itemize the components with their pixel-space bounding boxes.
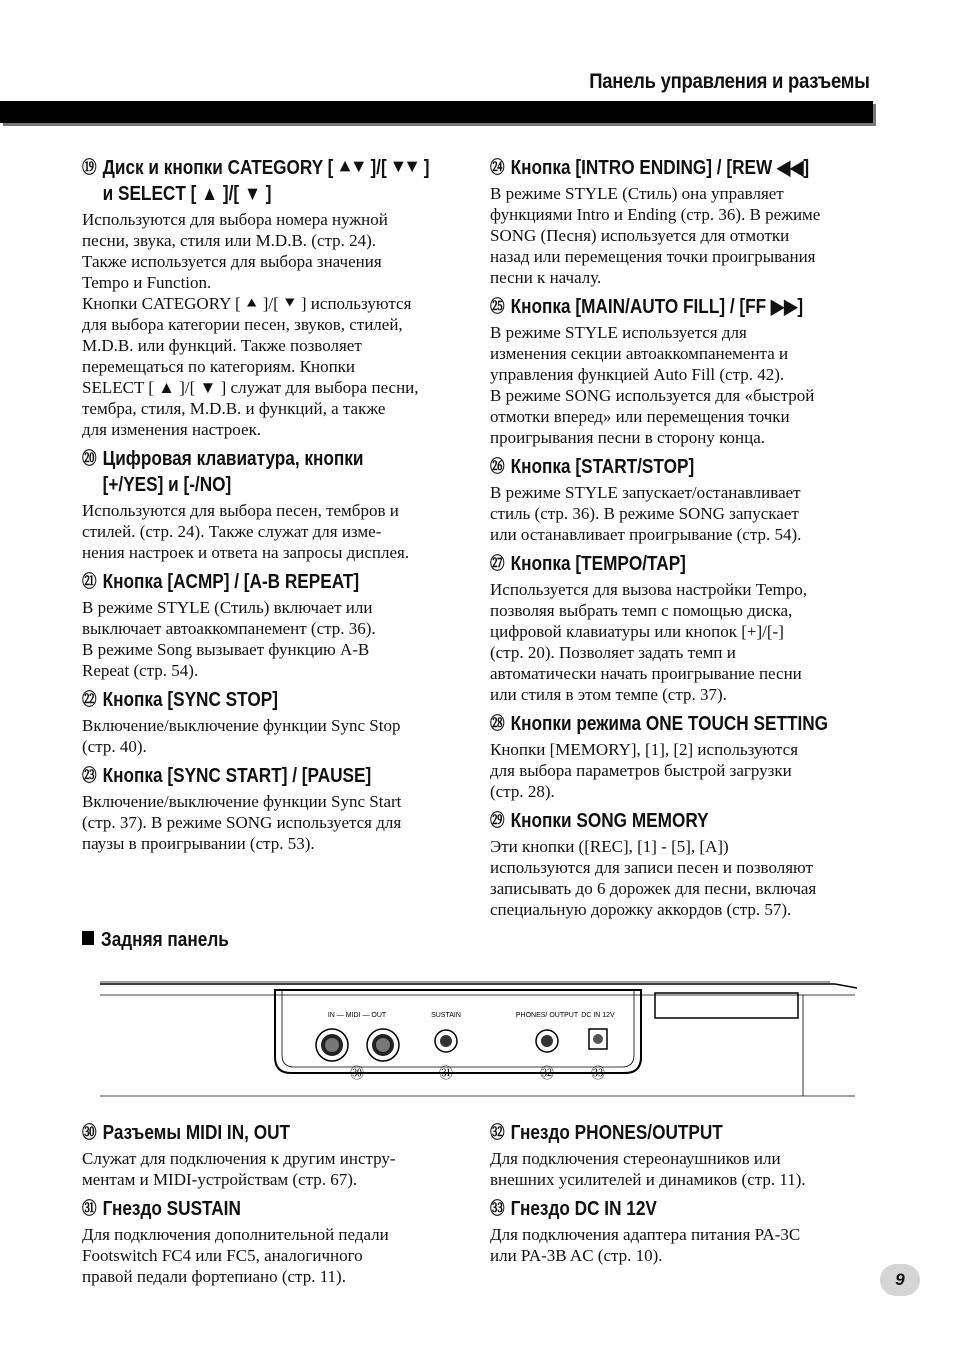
item-text: В режиме STYLE (Стиль) она управляет функциями Intro и Ending (стр. 36). В режиме SONG (Песня) используется для отмотки назад или перемещения точки проигрывания песни к началу. [490, 184, 821, 287]
item-text: Эти кнопки ([REC], [1] - [5], [A]) используются для записи песен и позволяют записывать до 6 дорожек для песни, включая специальную дорожку аккордов (стр. 57). [490, 837, 817, 919]
rear-panel-heading [82, 929, 229, 952]
item-number: ⑲ [82, 158, 97, 178]
item-number: ㉙ [490, 811, 505, 831]
item-text: Служат для подключения к другим инстру- ментам и MIDI-устройствам (стр. 67). [82, 1149, 396, 1189]
item-27 [490, 551, 875, 705]
item-19 [82, 155, 467, 440]
item-title: Разъемы MIDI IN, OUT [102, 1122, 291, 1144]
sustain-label: SUSTAIN [431, 1012, 461, 1019]
phones-label: PHONES/ OUTPUT [515, 1012, 579, 1019]
item-text: Используются для выбора номера нужной песни, звука, стиля или M.D.B. (стр. 24). Также используется для выбора значения Tempo и Function. Кнопки CATEGORY [ ⯅ ]/[ ⯆ ] используются для выбора категории песен, звуков, стилей, M.D.B. или функций. Также позволяет перемещаться по категориям. Кнопки SELECT [ ▲ ]/[ ▼ ] служат для выбора песни, тембра, стиля, M.D.B. и функций, а также для изменения настроек. [82, 210, 419, 439]
item-text: Используются для выбора песен, тембров и стилей. (стр. 24). Также служат для изме- нения настроек и ответа на запросы дисплея. [82, 501, 410, 562]
callout-32 [540, 1066, 554, 1082]
item-text: Включение/выключение функции Sync Stop (стр. 40). [82, 716, 401, 756]
item-text: Используется для вызова настройки Tempo, позволяя выбрать темп с помощью диска, цифровой клавиатуры или кнопок [+]/[-] (стр. 20). Позволяет задать темп и автоматически начать проигрывание песни или стиля в этом темпе (стр. 37). [490, 580, 807, 704]
item-title: Кнопка [INTRO ENDING] / [REW ◀◀] [510, 157, 810, 179]
dc-label: DC IN 12V [581, 1012, 615, 1019]
item-30 [82, 1120, 467, 1190]
callout-label: ㉝ [591, 1066, 605, 1082]
item-title: Кнопки режима ONE TOUCH SETTING [510, 713, 829, 735]
item-number: ㉜ [490, 1123, 505, 1143]
item-title: Гнездо SUSTAIN [102, 1198, 241, 1220]
page-number: 9 [880, 1264, 920, 1296]
rear-panel-title: Задняя панель [100, 929, 229, 951]
item-title: Кнопка [MAIN/AUTO FILL] / [FF ▶▶] [510, 296, 804, 318]
item-title: Кнопка [SYNC STOP] [102, 689, 278, 711]
callout-31 [439, 1066, 453, 1082]
item-number: ㉚ [82, 1123, 97, 1143]
item-title: Кнопка [TEMPO/TAP] [510, 553, 686, 575]
page-header-title: Панель управления и разъемы [589, 70, 870, 93]
item-number: ㉝ [490, 1199, 505, 1219]
right-column [490, 155, 875, 926]
midi-out-jack [367, 1029, 399, 1061]
square-bullet-icon [82, 931, 94, 945]
item-number: ㉒ [82, 690, 97, 710]
item-title: Диск и кнопки CATEGORY [ ⯅⯆ ]/[ ⯆⯆ ] и SELECT [ ▲ ]/[ ▼ ] [102, 157, 430, 205]
item-title: Кнопка [START/STOP] [510, 456, 695, 478]
item-text: В режиме STYLE используется для изменения секции автоаккомпанемента и управления функцией Auto Fill (стр. 42). В режиме SONG используется для «быстрой отмотки вперед» или перемещения точки проигрывания песни в сторону конца. [490, 323, 815, 447]
callout-33 [591, 1066, 605, 1082]
item-number: ㉗ [490, 554, 505, 574]
item-28 [490, 711, 875, 802]
item-text: Для подключения адаптера питания PA-3C или PA-3B AC (стр. 10). [490, 1225, 801, 1265]
callout-label: ㉛ [439, 1066, 453, 1082]
callout-label: ㉚ [350, 1066, 364, 1082]
item-text: Кнопки [MEMORY], [1], [2] используются для выбора параметров быстрой загрузки (стр. 28). [490, 740, 799, 801]
item-title: Гнездо PHONES/OUTPUT [510, 1122, 723, 1144]
item-number: ⑳ [82, 449, 97, 469]
item-21 [82, 569, 467, 681]
item-32 [490, 1120, 875, 1190]
item-number: ㉕ [490, 297, 505, 317]
header-bar [0, 101, 873, 123]
item-number: ㉓ [82, 766, 97, 786]
midi-label: IN — MIDI — OUT [327, 1012, 387, 1019]
item-text: Для подключения дополнительной педали Footswitch FC4 или FC5, аналогичного правой педали фортепиано (стр. 11). [82, 1225, 389, 1286]
midi-in-jack [316, 1029, 348, 1061]
left-column [82, 155, 467, 860]
item-title: Цифровая клавиатура, кнопки [+/YES] и [-/NO] [102, 448, 364, 496]
item-23 [82, 763, 467, 854]
sustain-jack [435, 1030, 457, 1052]
item-29 [490, 808, 875, 920]
item-text: Для подключения стереонаушников или внешних усилителей и динамиков (стр. 11). [490, 1149, 806, 1189]
item-number: ㉛ [82, 1199, 97, 1219]
item-title: Кнопки SONG MEMORY [510, 810, 709, 832]
item-number: ㉖ [490, 457, 505, 477]
item-31 [82, 1196, 467, 1287]
item-number: ㉘ [490, 714, 505, 734]
item-24 [490, 155, 875, 288]
item-22 [82, 687, 467, 757]
item-33 [490, 1196, 875, 1266]
item-number: ㉑ [82, 572, 97, 592]
item-title: Гнездо DC IN 12V [510, 1198, 657, 1220]
item-number: ㉔ [490, 158, 505, 178]
item-25 [490, 294, 875, 448]
dc-in-jack [589, 1029, 607, 1049]
callout-label: ㉜ [540, 1066, 554, 1082]
item-title: Кнопка [ACMP] / [A-B REPEAT] [102, 571, 360, 593]
rear-panel-diagram [95, 975, 860, 1105]
phones-jack [536, 1030, 558, 1052]
bottom-left-column [82, 1120, 467, 1293]
item-text: В режиме STYLE запускает/останавливает стиль (стр. 36). В режиме SONG запускает или останавливает проигрывание (стр. 54). [490, 483, 802, 544]
item-text: Включение/выключение функции Sync Start (стр. 37). В режиме SONG используется для паузы в проигрывании (стр. 53). [82, 792, 402, 853]
item-text: В режиме STYLE (Стиль) включает или выключает автоаккомпанемент (стр. 36). В режиме Song вызывает функцию A-B Repeat (стр. 54). [82, 598, 376, 680]
item-26 [490, 454, 875, 545]
item-title: Кнопка [SYNC START] / [PAUSE] [102, 765, 372, 787]
item-20 [82, 446, 467, 563]
bottom-right-column [490, 1120, 875, 1272]
